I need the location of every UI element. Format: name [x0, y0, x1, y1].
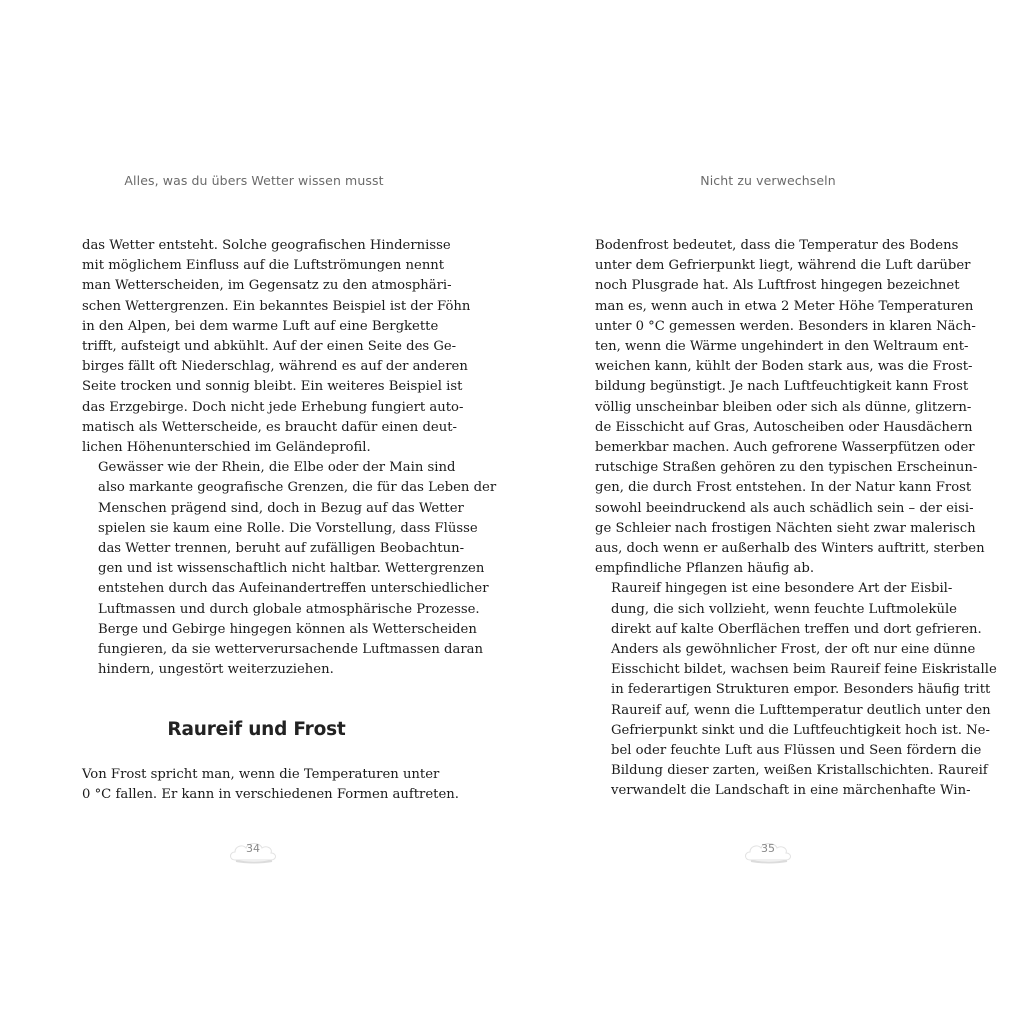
- text-line: lichen Höhenunterschied im Geländeprofil.: [82, 440, 371, 456]
- text-line: Eisschicht bildet, wachsen beim Raureif feine Eiskristalle: [611, 662, 997, 678]
- text-line: hindern, ungestört weiterzuziehen.: [98, 662, 334, 678]
- text-line: Von Frost spricht man, wenn die Temperaturen unter: [82, 766, 440, 782]
- text-line: ge Schleier nach frostigen Nächten sieht zwar malerisch: [595, 520, 976, 536]
- page-number-right: [742, 838, 794, 864]
- text-line: Raureif auf, wenn die Lufttemperatur deutlich unter den: [611, 702, 991, 718]
- text-line: spielen sie kaum eine Rolle. Die Vorstellung, dass Flüsse: [98, 520, 478, 536]
- text-line: Bodenfrost bedeutet, dass die Temperatur des Bodens: [595, 238, 959, 253]
- text-line: das Wetter trennen, beruht auf zufälligen Beobachtun-: [98, 541, 465, 557]
- text-line: fungieren, da sie wetterverursachende Luftmassen daran: [98, 642, 483, 658]
- right-text-block: [595, 236, 997, 802]
- text-line: das Wetter entsteht. Solche geografischen Hindernisse: [82, 238, 451, 253]
- text-line: rutschige Straßen gehören zu den typischen Erscheinun-: [595, 460, 978, 476]
- text-line: man Wetterscheiden, im Gegensatz zu den atmosphäri-: [82, 278, 452, 294]
- page-number-left: [227, 838, 279, 864]
- left-paragraph-2: [82, 458, 497, 680]
- text-line: Anders als gewöhnlicher Frost, der oft nur eine dünne: [611, 642, 976, 658]
- text-line: direkt auf kalte Oberflächen treffen und dort gefrieren.: [611, 621, 982, 637]
- text-line: Gewässer wie der Rhein, die Elbe oder der Main sind: [98, 460, 456, 476]
- text-line: Bildung dieser zarten, weißen Kristallschichten. Raureif: [611, 763, 988, 779]
- text-line: in den Alpen, bei dem warme Luft auf eine Bergkette: [82, 318, 439, 334]
- text-line: bel oder feuchte Luft aus Flüssen und Seen fördern die: [611, 743, 982, 759]
- text-line: man es, wenn auch in etwa 2 Meter Höhe Temperaturen: [595, 298, 974, 314]
- page-number-right-text: 35: [761, 842, 775, 855]
- text-line: entstehen durch das Aufeinandertreffen unterschiedlicher: [98, 581, 489, 597]
- text-line: Menschen prägend sind, doch in Bezug auf das Wetter: [98, 500, 464, 516]
- text-line: in federartigen Strukturen empor. Besonders häufig tritt: [611, 682, 991, 698]
- text-line: Luftmassen und durch globale atmosphärische Prozesse.: [98, 601, 480, 617]
- text-line: aus, doch wenn er außerhalb des Winters auftritt, sterben: [595, 541, 985, 557]
- right-page: [512, 0, 1024, 1024]
- running-head-left: Alles, was du übers Wetter wissen musst: [124, 173, 384, 188]
- text-line: trifft, aufsteigt und abkühlt. Auf der einen Seite des Ge-: [82, 339, 457, 355]
- text-line: Berge und Gebirge hingegen können als Wetterscheiden: [98, 621, 477, 637]
- left-paragraph-3: [82, 765, 459, 805]
- text-line: weichen kann, kühlt der Boden stark aus, was die Frost-: [595, 359, 973, 375]
- section-heading: Raureif und Frost: [167, 719, 346, 741]
- text-line: völlig unscheinbar bleiben oder sich als dünne, glitzern-: [595, 399, 972, 415]
- left-text-block: [82, 236, 497, 805]
- text-line: dung, die sich vollzieht, wenn feuchte Luftmoleküle: [611, 601, 957, 617]
- text-line: bildung begünstigt. Je nach Luftfeuchtigkeit kann Frost: [595, 379, 969, 395]
- text-line: Raureif hingegen ist eine besondere Art der Eisbil-: [611, 581, 953, 597]
- text-line: birges fällt oft Niederschlag, während es auf der anderen: [82, 359, 468, 375]
- text-line: gen und ist wissenschaftlich nicht haltbar. Wettergrenzen: [98, 561, 485, 577]
- text-line: das Erzgebirge. Doch nicht jede Erhebung fungiert auto-: [82, 399, 464, 415]
- text-line: matisch als Wetterscheide, es braucht dafür einen deut-: [82, 419, 457, 435]
- right-paragraph-1: [595, 236, 985, 579]
- text-line: unter 0 °C gemessen werden. Besonders in klaren Näch-: [595, 318, 976, 334]
- text-line: sowohl beeindruckend als auch schädlich sein – der eisi-: [595, 500, 974, 516]
- text-line: verwandelt die Landschaft in eine märchenhafte Win-: [611, 783, 971, 799]
- left-paragraph-1: [82, 236, 471, 458]
- text-line: schen Wettergrenzen. Ein bekanntes Beispiel ist der Föhn: [82, 298, 471, 314]
- text-line: bemerkbar machen. Auch gefrorene Wasserpfützen oder: [595, 440, 975, 456]
- text-line: de Eisschicht auf Gras, Autoscheiben oder Hausdächern: [595, 419, 973, 435]
- text-line: 0 °C fallen. Er kann in verschiedenen Formen auftreten.: [82, 786, 459, 802]
- right-paragraph-2: [595, 579, 997, 801]
- text-line: Seite trocken und sonnig bleibt. Ein weiteres Beispiel ist: [82, 379, 463, 395]
- text-line: gen, die durch Frost entstehen. In der Natur kann Frost: [595, 480, 972, 496]
- running-head-right: Nicht zu verwechseln: [700, 173, 836, 188]
- text-line: empfindliche Pflanzen häufig ab.: [595, 561, 815, 577]
- text-line: noch Plusgrade hat. Als Luftfrost hingegen bezeichnet: [595, 278, 960, 294]
- page-number-left-text: 34: [246, 842, 260, 855]
- text-line: also markante geografische Grenzen, die für das Leben der: [98, 480, 497, 496]
- text-line: ten, wenn die Wärme ungehindert in den Weltraum ent-: [595, 339, 969, 355]
- text-line: mit möglichem Einfluss auf die Luftströmungen nennt: [82, 258, 445, 274]
- text-line: Gefrierpunkt sinkt und die Luftfeuchtigkeit hoch ist. Ne-: [611, 722, 990, 738]
- text-line: unter dem Gefrierpunkt liegt, während die Luft darüber: [595, 258, 971, 274]
